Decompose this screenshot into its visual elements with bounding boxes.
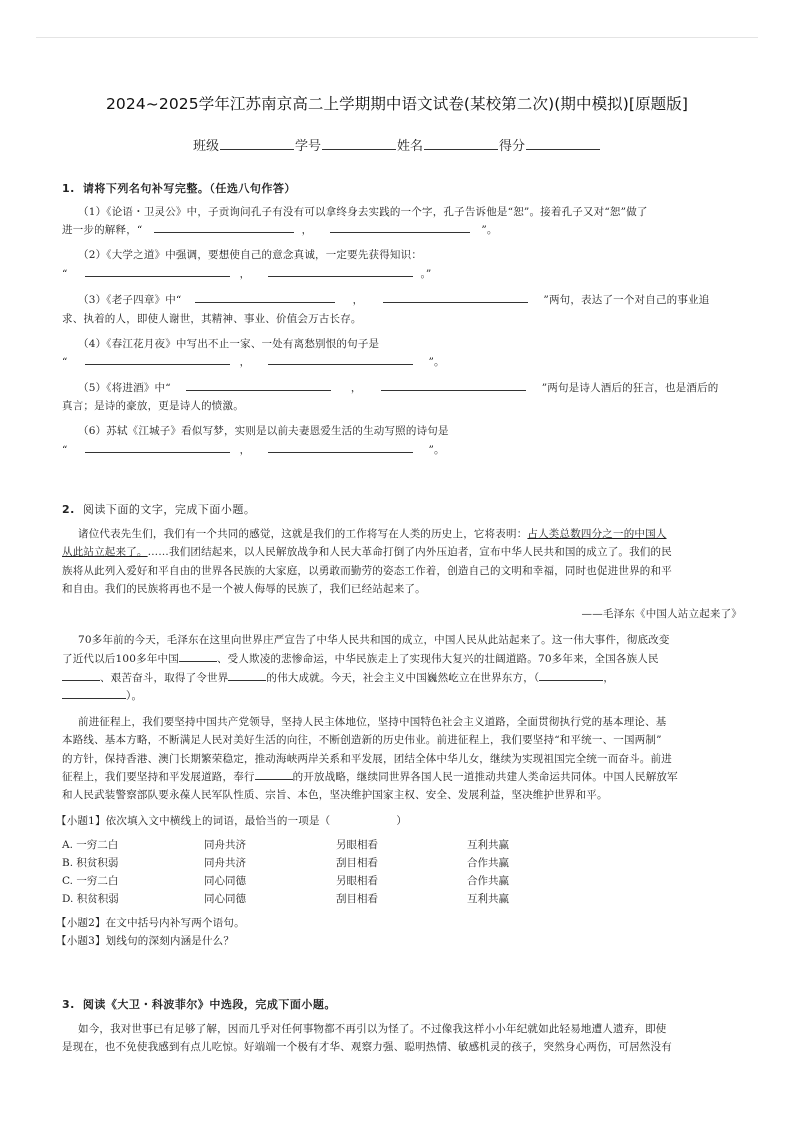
option-word: 另眼相看 xyxy=(336,839,378,851)
underlined-sentence: 占人类总数四分之一的中国人 xyxy=(527,528,667,540)
answer-blank[interactable] xyxy=(268,266,413,277)
option-word: 同心同德 xyxy=(204,893,246,905)
text: ， xyxy=(301,224,313,236)
q1-item3-line1 xyxy=(62,291,742,309)
option-word: 同舟共济 xyxy=(204,839,246,851)
question-2-heading xyxy=(62,501,255,517)
q2-p2-line4 xyxy=(62,687,742,705)
q2-p3-line1: 前进征程上，我们要坚持中国共产党领导，坚持人民主体地位，坚持中国特色社会主义道路，全面贯彻执行党的基本理论、基 xyxy=(78,716,667,728)
text: 诸位代表先生们，我们有一个共同的感觉，这就是我们的工作将写在人类的历史上，它将表明： xyxy=(78,528,528,540)
answer-blank[interactable] xyxy=(186,380,331,391)
answer-blank[interactable] xyxy=(539,670,603,681)
option-word: 合作共赢 xyxy=(467,875,509,887)
option-word: 另眼相看 xyxy=(336,875,378,887)
q2-p2-line1: 70多年前的今天，毛泽东在这里向世界庄严宣告了中华人民共和国的成立，中国人民从此站起来了。这一伟大事件，彻底改变 xyxy=(78,634,670,646)
answer-blank[interactable] xyxy=(268,442,413,453)
text: ， xyxy=(239,268,251,280)
question-number: 3. xyxy=(62,998,75,1011)
class-blank[interactable] xyxy=(220,137,294,150)
q1-item6-line1: （6）苏轼《江城子》看似写梦，实则是以前夫妻恩爱生活的生动写照的诗句是 xyxy=(78,425,449,437)
text: 、受人欺凌的悲惨命运，中华民族走上了实现伟大复兴的壮阔道路。70多年来，全国各族人民 xyxy=(216,653,659,665)
q2-sub2: 【小题2】在文中括号内补写两个语句。 xyxy=(56,917,245,929)
answer-blank[interactable] xyxy=(195,292,335,303)
q1-item6-line2 xyxy=(62,441,742,459)
underlined-sentence: 从此站立起来了。 xyxy=(62,546,148,558)
answer-blank[interactable] xyxy=(154,222,294,233)
question-number: 1. xyxy=(62,182,75,195)
q2-p2-line2 xyxy=(62,650,742,668)
text: 。” xyxy=(420,268,432,280)
answer-blank[interactable] xyxy=(179,651,217,662)
answer-blank[interactable] xyxy=(330,222,470,233)
option-word: 互利共赢 xyxy=(467,893,509,905)
text: 了近代以后100多年中国 xyxy=(62,653,179,665)
option-label: B. 积贫积弱 xyxy=(62,857,119,869)
option-word: 同心同德 xyxy=(204,875,246,887)
option-word: 刮目相看 xyxy=(336,857,378,869)
text: （5）《将进酒》中“ xyxy=(78,382,171,394)
q2-p3-line5: 和人民武装警察部队要永葆人民军队性质、宗旨、本色，坚决维护国家主权、安全、发展利益，坚决维护世界和平。 xyxy=(62,789,608,801)
name-label: 姓名 xyxy=(397,139,424,154)
q2-p3-line3: 的方针，保持香港、澳门长期繁荣稳定，推动海峡两岸关系和平发展，团结全体中华儿女，继续为实现祖国完全统一而奋斗。前进 xyxy=(62,753,672,765)
q3-p1-line2: 是现在，也不免使我感到有点儿吃惊。好端端一个极有才华、观察力强、聪明热情、敏感机灵的孩子，突然身心两伤，可居然没有 xyxy=(62,1041,672,1053)
q1-item3-line2: 求、执着的人，即使人谢世，其精神、事业、价值会万古长存。 xyxy=(62,313,362,325)
text: 、艰苦奋斗，取得了令世界 xyxy=(100,672,229,684)
q1-item5-line2: 真言；是诗的豪放，更是诗人的愤激。 xyxy=(62,400,244,412)
answer-blank[interactable] xyxy=(85,354,230,365)
score-blank[interactable] xyxy=(526,137,600,150)
option-word: 同舟共济 xyxy=(204,857,246,869)
answer-blank[interactable] xyxy=(85,442,230,453)
question-1-heading xyxy=(62,180,296,196)
answer-blank[interactable] xyxy=(228,670,266,681)
option-label: D. 积贫积弱 xyxy=(62,893,119,905)
q2-p1-line2 xyxy=(62,543,742,561)
answer-blank[interactable] xyxy=(85,266,230,277)
q2-p3-line4 xyxy=(62,768,742,786)
q2-sub3: 【小题3】划线句的深刻内涵是什么？ xyxy=(56,935,235,947)
text: “ xyxy=(62,444,68,456)
answer-blank[interactable] xyxy=(62,688,126,699)
text: “ xyxy=(62,268,68,280)
q1-item2-line1: （2）《大学之道》中强调，要想使自己的意念真诚，一定要先获得知识： xyxy=(78,249,423,261)
text: ， xyxy=(350,382,362,394)
answer-blank[interactable] xyxy=(255,769,293,780)
text: 征程上，我们要坚持和平发展道路，奉行 xyxy=(62,771,255,783)
id-label: 学号 xyxy=(294,139,321,154)
text: ”。 xyxy=(481,224,498,236)
text: 进一步的解释，“ xyxy=(62,224,143,236)
text: ）。 xyxy=(126,690,143,702)
question-3-heading xyxy=(62,996,336,1012)
q2-p1-line3: 族将从此列入爱好和平自由的世界各民族的大家庭，以勇敢而勤劳的姿态工作着，创造自己的文明和幸福，同时也促进世界的和平 xyxy=(62,565,672,577)
option-label: A. 一穷二白 xyxy=(62,839,119,851)
answer-blank[interactable] xyxy=(381,380,526,391)
text: ”两句是诗人酒后的狂言，也是酒后的 xyxy=(541,382,719,394)
text: ”。 xyxy=(428,444,445,456)
exam-title: 2024~2025学年江苏南京高二上学期期中语文试卷(某校第二次)(期中模拟)[原题版] xyxy=(105,95,689,113)
option-label: C. 一穷二白 xyxy=(62,875,119,887)
text: ， xyxy=(239,444,251,456)
name-blank[interactable] xyxy=(424,137,498,150)
question-title: 阅读下面的文字，完成下面小题。 xyxy=(82,503,256,516)
id-blank[interactable] xyxy=(322,137,396,150)
score-label: 得分 xyxy=(499,139,526,154)
text: （3）《老子四章》中“ xyxy=(78,294,182,306)
answer-blank[interactable] xyxy=(383,292,528,303)
question-number: 2. xyxy=(62,503,75,516)
text: ） xyxy=(396,815,408,827)
q2-source: ——毛泽东《中国人站立起来了》 xyxy=(581,608,742,620)
q1-item1-line2 xyxy=(62,221,742,239)
text: ， xyxy=(239,356,251,368)
q2-p2-line3 xyxy=(62,669,742,687)
text: ”。 xyxy=(428,356,445,368)
option-word: 刮目相看 xyxy=(336,893,378,905)
q2-p3-line2: 本路线、基本方略，不断满足人民对美好生活的向往，不断创造新的历史伟业。前进征程上，我们要坚持“和平统一、一国两制” xyxy=(62,734,662,746)
text: 的伟大成就。今天，社会主义中国巍然屹立在世界东方，（ xyxy=(266,672,540,684)
q1-item5-line1 xyxy=(62,379,742,397)
q1-item4-line1: （4）《春江花月夜》中写出不止一家、一处有离愁别恨的句子是 xyxy=(78,338,380,350)
question-title: 阅读《大卫・科波菲尔》中选段，完成下面小题。 xyxy=(82,998,336,1011)
q1-item1-line1: （1）《论语・卫灵公》中，子贡询问孔子有没有可以拿终身去实践的一个字，孔子告诉他是“恕”。接着孔子又对“恕”做了 xyxy=(78,206,648,218)
option-word: 互利共赢 xyxy=(467,839,509,851)
text: ”两句，表达了一个对自己的事业追 xyxy=(543,294,710,306)
text: 的开放战略，继续同世界各国人民一道推动共建人类命运共同体。中国人民解放军 xyxy=(292,771,678,783)
text: ……我们团结起来，以人民解放战争和人民大革命打倒了内外压迫者，宣布中华人民共和国的成立了。我们的民 xyxy=(147,546,672,558)
q2-sub1 xyxy=(56,812,742,830)
q2-p1-line1 xyxy=(62,525,742,543)
q3-p1-line1: 如今，我对世事已有足够了解，因而几乎对任何事物都不再引以为怪了。不过像我这样小小年纪就如此轻易地遭人遗弃，即使 xyxy=(78,1023,667,1035)
answer-blank[interactable] xyxy=(268,354,413,365)
answer-blank[interactable] xyxy=(62,670,100,681)
question-title: 请将下列名句补写完整。（任选八句作答） xyxy=(82,182,296,195)
text: 【小题1】依次填入文中横线上的词语，最恰当的一项是（ xyxy=(56,815,331,827)
text: ， xyxy=(352,294,364,306)
student-info-row xyxy=(0,135,794,154)
text: ， xyxy=(603,672,615,684)
class-label: 班级 xyxy=(192,139,219,154)
text: “ xyxy=(62,356,68,368)
q1-item4-line2 xyxy=(62,353,742,371)
header-divider xyxy=(36,37,758,38)
q2-p1-line4: 和自由。我们的民族将再也不是一个被人侮辱的民族了，我们已经站起来了。 xyxy=(62,583,426,595)
q1-item2-line2 xyxy=(62,265,742,283)
option-word: 合作共赢 xyxy=(467,857,509,869)
